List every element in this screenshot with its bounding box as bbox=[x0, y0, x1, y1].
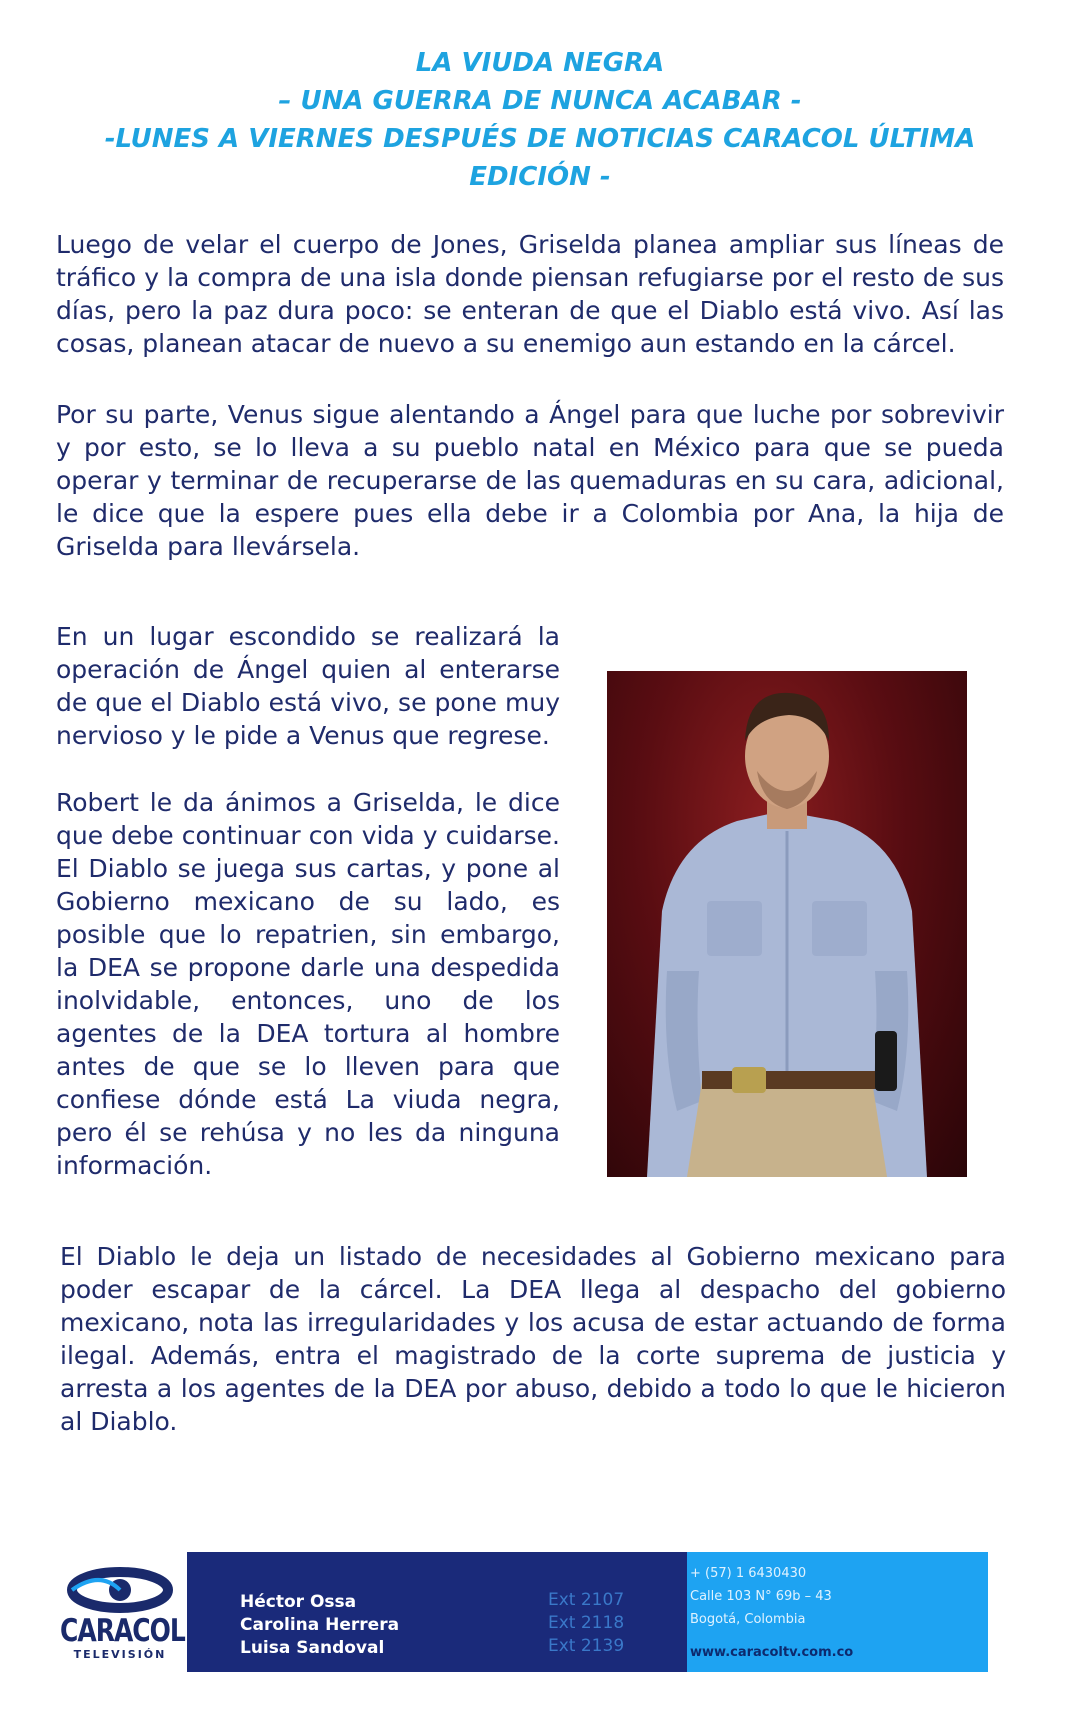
paragraph-3: En un lugar escondido se realizará la operación de Ángel quien al enterarse de que el Diablo está vivo, se pone muy nervioso y le pide a Venus que regrese. bbox=[56, 622, 560, 750]
paragraph-2: Por su parte, Venus sigue alentando a Ángel para que luche por sobrevivir y por esto, se lo lleva a su pueblo natal en México para que se pueda operar y terminar de recuperarse de las quemaduras en su cara, adicional, le dice que la espere pues ella debe ir a Colombia por Ana, la hija de Griselda para llevársela. bbox=[56, 400, 1004, 561]
caracol-logo bbox=[60, 1560, 185, 1670]
actor-photo-illustration bbox=[607, 671, 967, 1177]
document-title bbox=[60, 44, 1020, 196]
contact-name-1: Héctor Ossa bbox=[240, 1592, 357, 1612]
website-link[interactable]: www.caracoltv.com.co bbox=[690, 1645, 854, 1660]
title-line-3: -LUNES A VIERNES DESPUÉS DE NOTICIAS CARACOL ÚLTIMA bbox=[104, 124, 976, 154]
title-line-4: EDICIÓN - bbox=[469, 162, 611, 192]
contact-ext-1: Ext 2107 bbox=[548, 1590, 625, 1610]
contact-ext-2: Ext 2118 bbox=[548, 1613, 625, 1633]
title-line-1: LA VIUDA NEGRA bbox=[415, 48, 665, 78]
contact-name-3: Luisa Sandoval bbox=[240, 1638, 385, 1658]
logo-wordmark: CARACOL bbox=[60, 1612, 185, 1649]
address: Calle 103 N° 69b – 43 bbox=[690, 1589, 832, 1604]
logo-subtitle: TELEVISIÓN bbox=[73, 1648, 167, 1661]
title-line-2: – UNA GUERRA DE NUNCA ACABAR - bbox=[278, 86, 802, 116]
paragraph-5: El Diablo le deja un listado de necesidades al Gobierno mexicano para poder escapar de la cárcel. La DEA llega al despacho del gobierno mexicano, nota las irregularidades y los acusa de estar actuando de forma ilegal. Además, entra el magistrado de la corte suprema de justicia y arresta a los agentes de la DEA por abuso, debido a todo lo que le hicieron al Diablo. bbox=[60, 1242, 1006, 1436]
contact-name-2: Carolina Herrera bbox=[240, 1615, 400, 1635]
phone-number: + (57) 1 6430430 bbox=[690, 1566, 807, 1581]
paragraph-1: Luego de velar el cuerpo de Jones, Griselda planea ampliar sus líneas de tráfico y la compra de una isla donde piensan refugiarse por el resto de sus días, pero la paz dura poco: se enteran de que el Diablo está vivo. Así las cosas, planean atacar de nuevo a su enemigo aun estando en la cárcel. bbox=[56, 230, 1004, 358]
city: Bogotá, Colombia bbox=[690, 1612, 806, 1627]
contact-ext-3: Ext 2139 bbox=[548, 1636, 625, 1656]
actor-photo bbox=[607, 671, 967, 1177]
paragraph-4: Robert le da ánimos a Griselda, le dice que debe continuar con vida y cuidarse. El Diablo se juega sus cartas, y pone al Gobierno mexicano de su lado, es posible que lo repatrien, sin embargo, la DEA se propone darle una despedida inolvidable, entonces, uno de los agentes de la DEA tortura al hombre antes de que se lo lleven para que confiese dónde está La viuda negra, pero él se rehúsa y no les da ninguna información. bbox=[56, 788, 560, 1180]
caracol-swirl-icon bbox=[60, 1560, 180, 1620]
